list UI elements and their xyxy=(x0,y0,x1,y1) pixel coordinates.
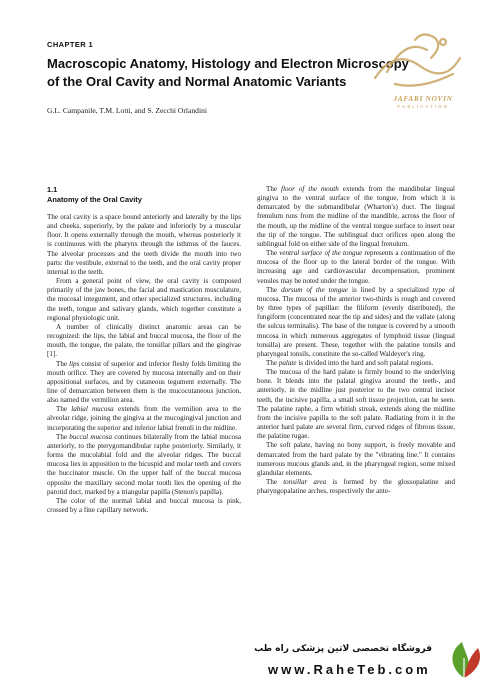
watermark-subtitle: PUBLICATION xyxy=(397,104,449,109)
chapter-title-line-2: of the Oral Cavity and Normal Anatomic Variants xyxy=(47,74,347,89)
publisher-watermark-logo xyxy=(365,28,470,123)
watermark-name: JAFARI NOVIN xyxy=(393,94,453,103)
paragraph-general-view: From a general point of view, the oral cavity is composed primarily of the jaw bones, the facial and mastication musculature, the mucosal integument, and other specialized structures, including the teeth, tongue and salivary glands, which together constitute a regional physiologic unit. xyxy=(47,277,241,322)
section-title: Anatomy of the Oral Cavity xyxy=(47,194,142,204)
paragraph-mucosa-color: The color of the normal labial and buccal mucosa is pink, crossed by a fine capillary network. xyxy=(47,496,241,514)
paragraph-palate: The palate is divided into the hard and soft palatal regions. xyxy=(266,358,434,367)
term-tonsillar-area: tonsillar area xyxy=(283,478,327,486)
paragraph-labial-mucosa: The labial mucosa extends from the vermilion area to the alveolar ridge, joining the gingiva at the mucogingival junction and incorporating the superior and inferior labial frenuli in the midline. xyxy=(47,405,241,432)
leaf-logo-icon xyxy=(440,638,488,682)
term-dorsum: dorsum of the tongue xyxy=(281,285,348,294)
paragraph-oral-cavity: The oral cavity is a space bound anteriorly and laterally by the lips and cheeks, superiorly, by the palate and inferiorly by a muscular floor. It opens externally through the mouth, whereas posteriorly it is continuous with the pharynx through the isthmus of the fauces. The alveolar processes and the teeth divide the mouth into two parts: the vestibule, external to the teeth, and the oral cavity proper internal to the teeth. xyxy=(47,213,241,276)
chapter-title-line-1: Macroscopic Anatomy, Histology and Electron Microscopy xyxy=(47,56,409,71)
footer-store-name: فروشگاه تخصصی لاتین پزشکی راه طب xyxy=(254,644,432,654)
chapter-label: CHAPTER 1 xyxy=(47,40,94,49)
term-lips: lips xyxy=(69,359,80,368)
paragraph-lips: The lips consist of superior and inferior fleshy folds limiting the mouth orifice. They are covered by mucosa internally and on their appositional surfaces, and by cutaneous tegument externally. The line of demarcation between them is the mucocutaneous junction, also named the vermilion area. xyxy=(47,359,241,405)
section-number: 1.1 xyxy=(47,185,58,194)
term-ventral-surface: ventral surface of the tongue xyxy=(279,249,363,258)
term-floor-of-mouth: floor of the mouth xyxy=(281,185,339,193)
paragraph-buccal-mucosa: The buccal mucosa continues bilaterally from the labial mucosa anteriorly, to the pterygomandibular raphe posteriorly. Similarly, it forms the mucolabial fold and the alveolar ridges. The buccal mucosa lies in apposition to the bicuspid and molar teeth and covers the buccinator muscle. On the upper half of the buccal mucosa opposite the maxillary second molar tooth lies the opening of the parotid duct, marked by a triangular papilla (Stenon's papilla). xyxy=(47,432,241,496)
paragraph-soft-palate: The soft palate, having no bony support, is freely movable and demarcated from the hard palate by the "vibrating line." It contains numerous mucous glands and, in the pharyngeal region, some mixed glandular elements. xyxy=(257,441,455,477)
paragraph-anatomic-areas: A number of clinically distinct anatomic areas can be recognized: the lips, the labial and buccal mucosa, the floor of the mouth, the tongue, the palate, the tonsillar pillars and the gingivae [1]. xyxy=(47,322,241,359)
left-text-column xyxy=(47,185,241,515)
footer-website-url[interactable]: www.RaheTeb.com xyxy=(268,662,431,677)
paragraph-floor-of-mouth: The floor of the mouth extends from the mandibular lingual gingiva to the ventral surface of the tongue, from which it is demarcated by the submandibular (Wharton's) duct. The lingual frenulum runs from the midline of the mandible, across the floor of the mouth, up the midline of the ventral tongue surface to insert near the tip of the tongue. The sublingual duct orifices open along the sublingual fold on either side of the lingual frenulum. xyxy=(257,185,455,248)
term-palate: palate xyxy=(278,358,297,367)
paragraph-ventral-tongue: The ventral surface of the tongue represents a continuation of the mucosa of the floor up to the lateral border of the tongue. With increasing age and cardiovascular decompensation, prominent venules may be noted under the tongue. xyxy=(257,249,455,285)
paragraph-tonsillar-area: The tonsillar area is formed by the glossopalatine and pharyngopalatine arches, respectively the ante- xyxy=(257,478,455,496)
term-buccal-mucosa: buccal mucosa xyxy=(69,432,113,441)
paragraph-dorsum-tongue: The dorsum of the tongue is lined by a specialized type of mucosa. The mucosa of the anterior two-thirds is rough and covered by three types of papillae: the filiform (evenly distributed), the fungiform (concentrated near the tip and sides) and the vallate (along the sulcus terminalis). The base of the tongue is covered by a smooth mucosa in which numerous aggregates of lymphoid tissue (lingual tonsilla) are present. These, together with the palatine tonsils and pharyngeal tonsils, constitute the so-called Waldeyer's ring. xyxy=(257,285,455,358)
authors-line: G.L. Campanile, T.M. Lotti, and S. Zecchi Orlandini xyxy=(47,106,207,115)
calligraphy-logo-icon xyxy=(365,28,470,94)
right-text-column xyxy=(257,185,455,496)
term-labial-mucosa: labial mucosa xyxy=(71,405,114,414)
paragraph-hard-palate: The mucosa of the hard palate is firmly bound to the underlying bone. It blends into the palatal gingiva around the teeth-, and anteriorly, in the midline just posterior to the two central incisor teeth, the incisive papilla, a small soft tissue projection, can be seen. The palatine raphe, a firm whitish streak, extends along the midline from the incisive papilla to the soft palate. Radiating from it in the anterior hard palate are several firm, curved ridges of fibrous tissue, the palatine rugae. xyxy=(257,368,455,441)
